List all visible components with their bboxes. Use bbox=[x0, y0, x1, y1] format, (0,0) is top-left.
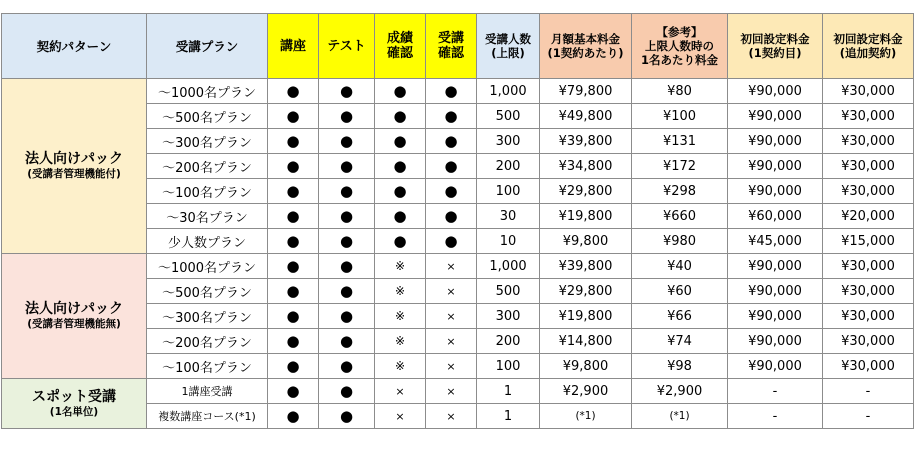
cell-capacity: 1 bbox=[477, 379, 540, 404]
cell-course: ● bbox=[268, 329, 319, 354]
header-monthly-fee-line1: 月額基本料金 bbox=[551, 32, 620, 46]
cell-plan: ～300名プラン bbox=[147, 304, 268, 329]
cell-per-person: ¥80 bbox=[632, 79, 728, 104]
cell-plan: 複数講座コース(*1) bbox=[147, 404, 268, 429]
cell-attendance-check: × bbox=[426, 304, 477, 329]
cell-setup-first: - bbox=[728, 379, 823, 404]
cell-grade-check: ● bbox=[375, 129, 426, 154]
cell-grade-check: ● bbox=[375, 79, 426, 104]
cell-setup-additional: ¥30,000 bbox=[823, 154, 914, 179]
cell-attendance-check: ● bbox=[426, 129, 477, 154]
cell-setup-additional: ¥30,000 bbox=[823, 304, 914, 329]
cell-plan: ～300名プラン bbox=[147, 129, 268, 154]
cell-monthly-fee: ¥9,800 bbox=[540, 229, 632, 254]
cell-capacity: 1,000 bbox=[477, 79, 540, 104]
group-name: スポット受講 bbox=[32, 388, 116, 405]
cell-plan: ～1000名プラン bbox=[147, 79, 268, 104]
cell-test: ● bbox=[319, 129, 375, 154]
cell-capacity: 500 bbox=[477, 104, 540, 129]
cell-setup-additional: ¥15,000 bbox=[823, 229, 914, 254]
group-name: 法人向けパック bbox=[25, 301, 123, 317]
cell-monthly-fee: ¥29,800 bbox=[540, 279, 632, 304]
cell-grade-check: ● bbox=[375, 104, 426, 129]
cell-per-person: ¥2,900 bbox=[632, 379, 728, 404]
cell-attendance-check: ● bbox=[426, 154, 477, 179]
header-setup-additional-line1: 初回設定料金 bbox=[833, 32, 903, 46]
header-attendance-check-line1: 受講 bbox=[437, 31, 464, 46]
cell-per-person: (*1) bbox=[632, 404, 728, 429]
cell-course: ● bbox=[268, 404, 319, 429]
cell-plan: ～200名プラン bbox=[147, 329, 268, 354]
cell-plan: ～200名プラン bbox=[147, 154, 268, 179]
cell-course: ● bbox=[268, 254, 319, 279]
cell-setup-first: ¥90,000 bbox=[728, 354, 823, 379]
cell-test: ● bbox=[319, 229, 375, 254]
cell-attendance-check: ● bbox=[426, 179, 477, 204]
cell-attendance-check: ● bbox=[426, 79, 477, 104]
cell-attendance-check: × bbox=[426, 404, 477, 429]
cell-test: ● bbox=[319, 204, 375, 229]
header-grade-check-line1: 成績 bbox=[386, 31, 413, 46]
cell-course: ● bbox=[268, 104, 319, 129]
cell-setup-first: ¥90,000 bbox=[728, 279, 823, 304]
cell-capacity: 1,000 bbox=[477, 254, 540, 279]
cell-setup-additional: ¥30,000 bbox=[823, 279, 914, 304]
cell-course: ● bbox=[268, 379, 319, 404]
cell-grade-check: ● bbox=[375, 204, 426, 229]
cell-plan: ～100名プラン bbox=[147, 179, 268, 204]
table-row bbox=[2, 254, 914, 279]
header-contract-pattern: 契約パターン bbox=[2, 14, 147, 79]
cell-monthly-fee: ¥49,800 bbox=[540, 104, 632, 129]
cell-course: ● bbox=[268, 179, 319, 204]
cell-monthly-fee: ¥29,800 bbox=[540, 179, 632, 204]
cell-setup-first: ¥45,000 bbox=[728, 229, 823, 254]
cell-setup-first: ¥90,000 bbox=[728, 254, 823, 279]
cell-grade-check: × bbox=[375, 379, 426, 404]
cell-capacity: 300 bbox=[477, 304, 540, 329]
cell-capacity: 200 bbox=[477, 154, 540, 179]
cell-per-person: ¥66 bbox=[632, 304, 728, 329]
header-test: テスト bbox=[319, 14, 375, 79]
cell-grade-check: ● bbox=[375, 179, 426, 204]
cell-setup-first: ¥90,000 bbox=[728, 104, 823, 129]
cell-monthly-fee: ¥19,800 bbox=[540, 204, 632, 229]
cell-per-person: ¥980 bbox=[632, 229, 728, 254]
cell-per-person: ¥60 bbox=[632, 279, 728, 304]
cell-plan: 1講座受講 bbox=[147, 379, 268, 404]
cell-setup-additional: - bbox=[823, 379, 914, 404]
cell-capacity: 300 bbox=[477, 129, 540, 154]
cell-attendance-check: ● bbox=[426, 229, 477, 254]
cell-test: ● bbox=[319, 254, 375, 279]
cell-setup-first: ¥90,000 bbox=[728, 179, 823, 204]
cell-per-person: ¥98 bbox=[632, 354, 728, 379]
cell-setup-additional: ¥20,000 bbox=[823, 204, 914, 229]
header-reference-line2: 上限人数時の bbox=[645, 39, 714, 53]
cell-test: ● bbox=[319, 379, 375, 404]
cell-test: ● bbox=[319, 354, 375, 379]
header-monthly-fee-line2: (1契約あたり) bbox=[547, 46, 624, 60]
cell-plan: ～1000名プラン bbox=[147, 254, 268, 279]
cell-setup-first: ¥90,000 bbox=[728, 304, 823, 329]
cell-grade-check: ● bbox=[375, 229, 426, 254]
cell-course: ● bbox=[268, 229, 319, 254]
cell-grade-check: ※ bbox=[375, 354, 426, 379]
group-subtitle: (受講者管理機能無) bbox=[27, 318, 121, 330]
header-reference-line1: 【参考】 bbox=[656, 25, 703, 39]
cell-test: ● bbox=[319, 79, 375, 104]
cell-monthly-fee: ¥79,800 bbox=[540, 79, 632, 104]
cell-course: ● bbox=[268, 279, 319, 304]
cell-attendance-check: × bbox=[426, 379, 477, 404]
cell-monthly-fee: ¥39,800 bbox=[540, 129, 632, 154]
cell-setup-first: ¥90,000 bbox=[728, 154, 823, 179]
cell-test: ● bbox=[319, 154, 375, 179]
group-subtitle: (1名単位) bbox=[49, 405, 99, 418]
cell-attendance-check: × bbox=[426, 329, 477, 354]
cell-setup-first: ¥90,000 bbox=[728, 329, 823, 354]
header-grade-check bbox=[375, 14, 426, 79]
header-capacity-line2: (上限) bbox=[491, 46, 525, 60]
header-setup-additional-line2: (追加契約) bbox=[839, 46, 897, 60]
cell-per-person: ¥298 bbox=[632, 179, 728, 204]
cell-per-person: ¥100 bbox=[632, 104, 728, 129]
cell-capacity: 100 bbox=[477, 354, 540, 379]
header-course: 講座 bbox=[268, 14, 319, 79]
cell-test: ● bbox=[319, 104, 375, 129]
cell-course: ● bbox=[268, 204, 319, 229]
header-setup-first-line1: 初回設定料金 bbox=[740, 32, 810, 46]
cell-course: ● bbox=[268, 154, 319, 179]
cell-setup-additional: ¥30,000 bbox=[823, 329, 914, 354]
cell-capacity: 200 bbox=[477, 329, 540, 354]
cell-attendance-check: ● bbox=[426, 204, 477, 229]
cell-monthly-fee: (*1) bbox=[540, 404, 632, 429]
cell-setup-first: ¥90,000 bbox=[728, 129, 823, 154]
cell-setup-additional: ¥30,000 bbox=[823, 254, 914, 279]
header-attendance-check bbox=[426, 14, 477, 79]
cell-capacity: 500 bbox=[477, 279, 540, 304]
cell-monthly-fee: ¥9,800 bbox=[540, 354, 632, 379]
cell-per-person: ¥660 bbox=[632, 204, 728, 229]
header-monthly-fee bbox=[540, 14, 632, 79]
cell-course: ● bbox=[268, 354, 319, 379]
table-row bbox=[2, 79, 914, 104]
cell-test: ● bbox=[319, 304, 375, 329]
group-label bbox=[2, 79, 147, 254]
cell-grade-check: ※ bbox=[375, 304, 426, 329]
cell-test: ● bbox=[319, 329, 375, 354]
cell-test: ● bbox=[319, 404, 375, 429]
cell-test: ● bbox=[319, 279, 375, 304]
header-grade-check-line2: 確認 bbox=[386, 46, 413, 61]
group-label bbox=[2, 379, 147, 429]
cell-plan: 少人数プラン bbox=[147, 229, 268, 254]
cell-setup-first: - bbox=[728, 404, 823, 429]
header-capacity bbox=[477, 14, 540, 79]
cell-monthly-fee: ¥19,800 bbox=[540, 304, 632, 329]
cell-monthly-fee: ¥34,800 bbox=[540, 154, 632, 179]
cell-attendance-check: × bbox=[426, 279, 477, 304]
header-plan: 受講プラン bbox=[147, 14, 268, 79]
group-subtitle: (受講者管理機能付) bbox=[27, 168, 121, 180]
cell-course: ● bbox=[268, 129, 319, 154]
cell-per-person: ¥131 bbox=[632, 129, 728, 154]
header-capacity-line1: 受講人数 bbox=[485, 32, 531, 46]
cell-setup-additional: ¥30,000 bbox=[823, 129, 914, 154]
header-setup-first bbox=[728, 14, 823, 79]
header-reference-line3: 1名あたり料金 bbox=[640, 53, 718, 67]
cell-grade-check: ※ bbox=[375, 329, 426, 354]
cell-capacity: 100 bbox=[477, 179, 540, 204]
cell-setup-additional: ¥30,000 bbox=[823, 179, 914, 204]
cell-plan: ～30名プラン bbox=[147, 204, 268, 229]
cell-setup-additional: ¥30,000 bbox=[823, 104, 914, 129]
group-label bbox=[2, 254, 147, 379]
cell-attendance-check: ● bbox=[426, 104, 477, 129]
cell-grade-check: ● bbox=[375, 154, 426, 179]
pricing-table bbox=[1, 13, 914, 429]
cell-setup-first: ¥90,000 bbox=[728, 79, 823, 104]
cell-capacity: 30 bbox=[477, 204, 540, 229]
header-setup-additional bbox=[823, 14, 914, 79]
cell-monthly-fee: ¥39,800 bbox=[540, 254, 632, 279]
cell-setup-additional: ¥30,000 bbox=[823, 354, 914, 379]
cell-grade-check: ※ bbox=[375, 254, 426, 279]
table-row bbox=[2, 379, 914, 404]
cell-setup-additional: ¥30,000 bbox=[823, 79, 914, 104]
cell-attendance-check: × bbox=[426, 254, 477, 279]
cell-setup-additional: - bbox=[823, 404, 914, 429]
cell-per-person: ¥172 bbox=[632, 154, 728, 179]
table-body bbox=[2, 79, 914, 429]
header-attendance-check-line2: 確認 bbox=[437, 46, 464, 61]
cell-grade-check: ※ bbox=[375, 279, 426, 304]
cell-test: ● bbox=[319, 179, 375, 204]
cell-plan: ～100名プラン bbox=[147, 354, 268, 379]
header-reference bbox=[632, 14, 728, 79]
header-row bbox=[2, 14, 914, 79]
cell-plan: ～500名プラン bbox=[147, 279, 268, 304]
cell-course: ● bbox=[268, 79, 319, 104]
cell-per-person: ¥74 bbox=[632, 329, 728, 354]
cell-grade-check: × bbox=[375, 404, 426, 429]
cell-capacity: 10 bbox=[477, 229, 540, 254]
cell-per-person: ¥40 bbox=[632, 254, 728, 279]
cell-monthly-fee: ¥2,900 bbox=[540, 379, 632, 404]
cell-setup-first: ¥60,000 bbox=[728, 204, 823, 229]
cell-attendance-check: × bbox=[426, 354, 477, 379]
cell-course: ● bbox=[268, 304, 319, 329]
cell-capacity: 1 bbox=[477, 404, 540, 429]
header-setup-first-line2: (1契約目) bbox=[748, 46, 802, 60]
group-name: 法人向けパック bbox=[25, 151, 123, 167]
cell-plan: ～500名プラン bbox=[147, 104, 268, 129]
cell-monthly-fee: ¥14,800 bbox=[540, 329, 632, 354]
